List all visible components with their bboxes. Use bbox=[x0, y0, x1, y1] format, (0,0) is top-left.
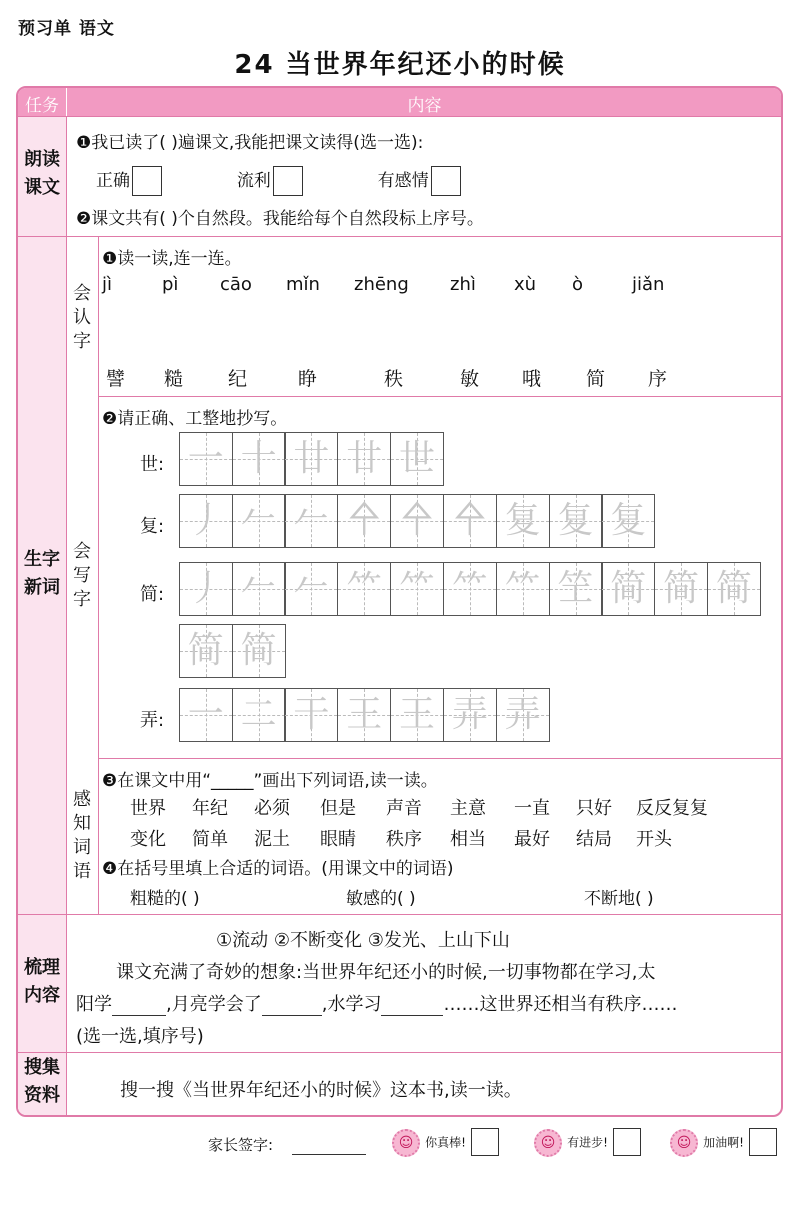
vocab-word: 一直 bbox=[514, 798, 550, 819]
write-area bbox=[98, 432, 783, 756]
pinyin-item[interactable]: ò bbox=[572, 274, 584, 295]
write-cell[interactable]: 丿 bbox=[179, 494, 233, 548]
option-fluent-box[interactable] bbox=[273, 166, 303, 196]
write-grid bbox=[180, 432, 444, 486]
worksheet-table bbox=[16, 86, 783, 1117]
fill-constantly[interactable]: 不断地( ) bbox=[584, 889, 654, 909]
badge-great-box[interactable] bbox=[471, 1128, 499, 1156]
char-item[interactable]: 睁 bbox=[298, 368, 318, 390]
parent-signature-label: 家长签字: bbox=[208, 1136, 274, 1154]
write-grid bbox=[180, 562, 761, 616]
vocab-word: 结局 bbox=[576, 829, 612, 850]
char-item[interactable]: 秩 bbox=[384, 368, 404, 390]
summary-line1: 课文充满了奇妙的想象:当世界年纪还小的时候,一切事物都在学习,太 bbox=[116, 962, 656, 983]
vocab-word: 最好 bbox=[514, 829, 550, 850]
badge-progress: ☺ 有进步! bbox=[534, 1128, 641, 1157]
pinyin-item[interactable]: zhēng bbox=[354, 274, 409, 295]
write-cell[interactable]: 𠂉 bbox=[232, 494, 286, 548]
write-cell[interactable]: ⺮ bbox=[337, 562, 391, 616]
write-row-label: 简: bbox=[140, 584, 165, 605]
write-cell[interactable]: 干 bbox=[284, 688, 338, 742]
fill-sensitive[interactable]: 敏感的( ) bbox=[346, 889, 416, 909]
reading-options bbox=[96, 166, 461, 196]
char-item[interactable]: 序 bbox=[648, 368, 668, 390]
summary-line3: (选一选,填序号) bbox=[76, 1026, 204, 1047]
write-cell[interactable]: 𠂉 bbox=[284, 494, 338, 548]
write-grid-extra bbox=[180, 624, 286, 678]
pinyin-item[interactable]: zhì bbox=[450, 274, 476, 295]
pinyin-item[interactable]: xù bbox=[514, 274, 537, 295]
option-fluent: 流利 bbox=[236, 171, 271, 191]
vocab-word: 变化 bbox=[130, 829, 166, 850]
write-cell[interactable]: 㐃 bbox=[337, 494, 391, 548]
badge-progress-box[interactable] bbox=[613, 1128, 641, 1156]
table-header bbox=[18, 88, 781, 116]
collect-label: 搜集 资料 bbox=[24, 1057, 60, 1106]
vocab-word: 主意 bbox=[450, 798, 486, 819]
summary-label: 梳理 内容 bbox=[24, 957, 60, 1006]
worksheet-tag: 预习单 语文 bbox=[18, 19, 115, 39]
write-cell[interactable]: 复 bbox=[601, 494, 655, 548]
reading-label: 朗读 课文 bbox=[24, 149, 60, 198]
pinyin-item[interactable]: cāo bbox=[220, 274, 252, 295]
write-cell[interactable]: 一 bbox=[179, 432, 233, 486]
perceive-q4: ❹在括号里填上合适的词语。(用课文中的词语) bbox=[102, 859, 454, 879]
pinyin-row bbox=[102, 274, 762, 300]
vocab-word: 必须 bbox=[254, 798, 290, 819]
write-cell[interactable]: 十 bbox=[232, 432, 286, 486]
vocab-word: 只好 bbox=[576, 798, 612, 819]
write-cell[interactable]: 弄 bbox=[443, 688, 497, 742]
write-cell[interactable]: ⺮ bbox=[390, 562, 444, 616]
write-cell[interactable]: 简 bbox=[601, 562, 655, 616]
option-emotion-box[interactable] bbox=[431, 166, 461, 196]
recognize-label: 会认字 bbox=[73, 283, 91, 352]
perceive-label: 感知词语 bbox=[73, 789, 91, 882]
write-row-label: 世: bbox=[140, 454, 165, 475]
vocab-word: 眼睛 bbox=[320, 829, 356, 850]
write-cell[interactable]: 世 bbox=[390, 432, 444, 486]
write-cell[interactable]: 㐃 bbox=[390, 494, 444, 548]
write-cell[interactable]: 丿 bbox=[179, 562, 233, 616]
write-cell[interactable]: ⺮ bbox=[496, 562, 550, 616]
write-cell[interactable]: 二 bbox=[232, 688, 286, 742]
write-cell[interactable]: 简 bbox=[654, 562, 708, 616]
col-task-header: 任务 bbox=[25, 96, 59, 116]
vocab-word: 年纪 bbox=[192, 798, 228, 819]
option-emotion: 有感情 bbox=[377, 171, 429, 191]
blank-sun[interactable] bbox=[112, 994, 166, 1016]
write-grid bbox=[180, 494, 655, 548]
pinyin-item[interactable]: jiǎn bbox=[632, 274, 665, 295]
char-item[interactable]: 糙 bbox=[164, 368, 184, 390]
write-row-label: 弄: bbox=[140, 710, 165, 731]
sun-face-icon: ☺ bbox=[392, 1129, 420, 1157]
vocab-word: 开头 bbox=[636, 829, 672, 850]
badge-great: ☺ 你真棒! bbox=[392, 1128, 499, 1157]
summary-options: ①流动 ②不断变化 ③发光、上山下山 bbox=[216, 930, 510, 951]
blank-moon[interactable] bbox=[262, 994, 322, 1016]
summary-line2: 阳学 ,月亮学会了 ,水学习 ……这世界还相当有秩序…… bbox=[76, 994, 678, 1015]
write-cell[interactable]: 王 bbox=[337, 688, 391, 742]
sun-face-icon: ☺ bbox=[534, 1129, 562, 1157]
write-label: 会写字 bbox=[73, 541, 91, 610]
write-cell[interactable]: 复 bbox=[549, 494, 603, 548]
write-cell[interactable]: 简 bbox=[232, 624, 286, 678]
pinyin-item[interactable]: jì bbox=[102, 274, 113, 295]
reading-q2: ❷课文共有( )个自然段。我能给每个自然段标上序号。 bbox=[76, 209, 484, 229]
sun-face-icon: ☺ bbox=[670, 1129, 698, 1157]
write-cell[interactable]: 廿 bbox=[284, 432, 338, 486]
option-correct: 正确 bbox=[96, 171, 130, 191]
write-grid bbox=[180, 688, 550, 742]
vocab-word: 声音 bbox=[386, 798, 422, 819]
vocab-word: 世界 bbox=[130, 798, 166, 819]
write-cell[interactable]: 简 bbox=[179, 624, 233, 678]
char-item[interactable]: 譬 bbox=[106, 368, 126, 390]
write-cell[interactable]: 𠂉 bbox=[232, 562, 286, 616]
write-instruction: ❷请正确、工整地抄写。 bbox=[102, 409, 288, 429]
write-cell[interactable]: 笁 bbox=[549, 562, 603, 616]
option-correct-box[interactable] bbox=[132, 166, 162, 196]
write-cell[interactable]: 复 bbox=[496, 494, 550, 548]
words-label: 生字 新词 bbox=[24, 549, 60, 598]
pinyin-item[interactable]: pì bbox=[162, 274, 179, 295]
write-cell[interactable]: 㐃 bbox=[443, 494, 497, 548]
write-cell[interactable]: 弄 bbox=[496, 688, 550, 742]
write-cell[interactable]: 简 bbox=[707, 562, 761, 616]
write-cell[interactable]: 廿 bbox=[337, 432, 391, 486]
vocab-word: 泥土 bbox=[254, 829, 290, 850]
write-cell[interactable]: 一 bbox=[179, 688, 233, 742]
perceive-q3: ❸在课文中用“_____”画出下列词语,读一读。 bbox=[102, 771, 438, 791]
badge-cheer-box[interactable] bbox=[749, 1128, 777, 1156]
reading-q1: ❶我已读了( )遍课文,我能把课文读得(选一选): bbox=[76, 133, 424, 153]
pinyin-item[interactable]: mǐn bbox=[286, 274, 320, 295]
char-item[interactable]: 简 bbox=[586, 368, 606, 390]
char-row bbox=[102, 364, 762, 390]
vocab-word: 秩序 bbox=[386, 829, 422, 850]
collect-text: 搜一搜《当世界年纪还小的时候》这本书,读一读。 bbox=[120, 1080, 522, 1101]
col-content-header: 内容 bbox=[407, 96, 442, 116]
write-cell[interactable]: ⺮ bbox=[443, 562, 497, 616]
char-item[interactable]: 敏 bbox=[460, 368, 480, 390]
char-item[interactable]: 纪 bbox=[228, 368, 248, 390]
write-row-label: 复: bbox=[140, 516, 165, 537]
write-cell[interactable]: 𠂉 bbox=[284, 562, 338, 616]
recognize-instruction: ❶读一读,连一连。 bbox=[102, 249, 242, 269]
page-title: 24 当世界年纪还小的时候 bbox=[234, 50, 566, 80]
char-item[interactable]: 哦 bbox=[522, 368, 542, 390]
parent-signature-line[interactable] bbox=[292, 1154, 366, 1155]
fill-rough[interactable]: 粗糙的( ) bbox=[130, 889, 200, 909]
badge-cheer: ☺ 加油啊! bbox=[670, 1128, 777, 1157]
blank-water[interactable] bbox=[381, 994, 443, 1016]
vocab-word: 相当 bbox=[450, 829, 486, 850]
vocab-word: 反反复复 bbox=[636, 798, 708, 819]
write-cell[interactable]: 王 bbox=[390, 688, 444, 742]
vocab-word: 但是 bbox=[320, 798, 356, 819]
vocab-word: 简单 bbox=[192, 829, 228, 850]
